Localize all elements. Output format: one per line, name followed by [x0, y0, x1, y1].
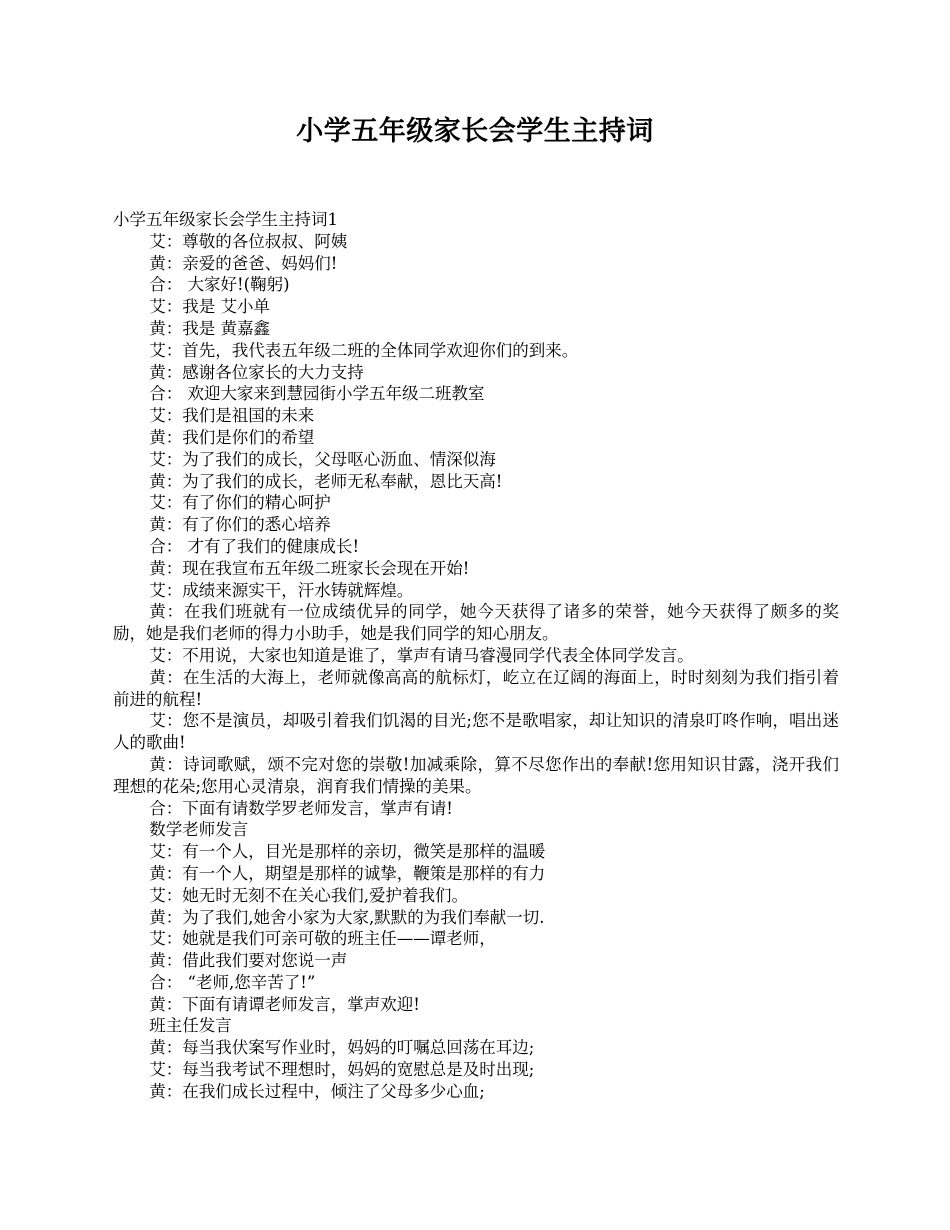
paragraph: 合： “老师,您辛苦了!”: [149, 972, 316, 992]
paragraph: 艾：不用说，大家也知道是谁了，掌声有请马睿漫同学代表全体同学发言。: [149, 645, 694, 665]
paragraph: 黄：在我们成长过程中，倾注了父母多少心血;: [149, 1081, 485, 1101]
paragraph: 黄：为了我们的成长，老师无私奉献，恩比天高!: [149, 471, 503, 491]
paragraph: 黄：借此我们要对您说一声: [149, 951, 348, 971]
paragraph: 黄：有一个人，期望是那样的诚挚，鞭策是那样的有力: [149, 863, 546, 883]
paragraph: 黄：亲爱的爸爸、妈妈们!: [149, 253, 338, 273]
paragraph: 艾：我是 艾小单: [149, 297, 271, 317]
paragraph: 黄：感谢各位家长的大力支持: [149, 362, 364, 382]
paragraph: 艾：每当我考试不理想时，妈妈的宽慰总是及时出现;: [149, 1060, 535, 1080]
paragraph: 艾：首先，我代表五年级二班的全体同学欢迎你们的到来。: [149, 340, 579, 360]
document-body: [113, 209, 839, 1103]
paragraph: 黄：每当我伏案写作业时，妈妈的叮嘱总回荡在耳边;: [149, 1038, 535, 1058]
paragraph: 艾：有了你们的精心呵护: [149, 493, 331, 513]
paragraph: 黄：下面有请谭老师发言，掌声欢迎!: [149, 994, 420, 1014]
paragraph: 数学老师发言: [149, 820, 249, 840]
paragraph: 艾：我们是祖国的未来: [149, 406, 315, 426]
paragraph: 合： 才有了我们的健康成长!: [149, 536, 360, 556]
paragraph: 艾：她无时无刻不在关心我们,爱护着我们。: [149, 885, 469, 905]
paragraph: 艾：为了我们的成长，父母呕心沥血、情深似海: [149, 449, 496, 469]
paragraph: 合： 欢迎大家来到慧园街小学五年级二班教室: [149, 384, 485, 404]
paragraph: 艾：您不是演员，却吸引着我们饥渴的目光;您不是歌唱家，却让知识的清泉叮咚作响，唱出迷人的歌曲!: [113, 711, 839, 753]
paragraph: 班主任发言: [149, 1016, 232, 1036]
paragraph: 黄：我是 黄嘉鑫: [149, 318, 271, 338]
paragraph: 黄：诗词歌赋，颂不完对您的崇敬!加减乘除，算不尽您作出的奉献!您用知识甘露，浇开我们理想的花朵;您用心灵清泉，润育我们情操的美果。: [113, 754, 839, 796]
paragraph: 合： 大家好!(鞠躬): [149, 275, 290, 295]
paragraph: 艾：成绩来源实干，汗水铸就辉煌。: [149, 580, 414, 600]
paragraph: 黄：为了我们,她舍小家为大家,默默的为我们奉献一切.: [149, 907, 545, 927]
document-title: 小学五年级家长会学生主持词: [296, 116, 654, 147]
paragraph: 黄：现在我宣布五年级二班家长会现在开始!: [149, 558, 470, 578]
paragraph: 艾：她就是我们可亲可敬的班主任——谭老师，: [149, 929, 496, 949]
paragraph: 黄：有了你们的悉心培养: [149, 515, 331, 535]
paragraph: 黄：我们是你们的希望: [149, 427, 315, 447]
paragraph: 黄：在生活的大海上，老师就像高高的航标灯，屹立在辽阔的海面上，时时刻刻为我们指引着前进的航程!: [113, 667, 839, 709]
paragraph: 合：下面有请数学罗老师发言，掌声有请!: [149, 798, 453, 818]
paragraph: 黄：在我们班就有一位成绩优异的同学，她今天获得了诸多的荣誉，她今天获得了颇多的奖励，她是我们老师的得力小助手，她是我们同学的知心朋友。: [113, 602, 839, 644]
paragraph: 艾：有一个人，目光是那样的亲切，微笑是那样的温暖: [149, 842, 546, 862]
paragraph: 艾：尊敬的各位叔叔、阿姨: [149, 231, 348, 251]
section-heading: 小学五年级家长会学生主持词1: [113, 210, 338, 229]
